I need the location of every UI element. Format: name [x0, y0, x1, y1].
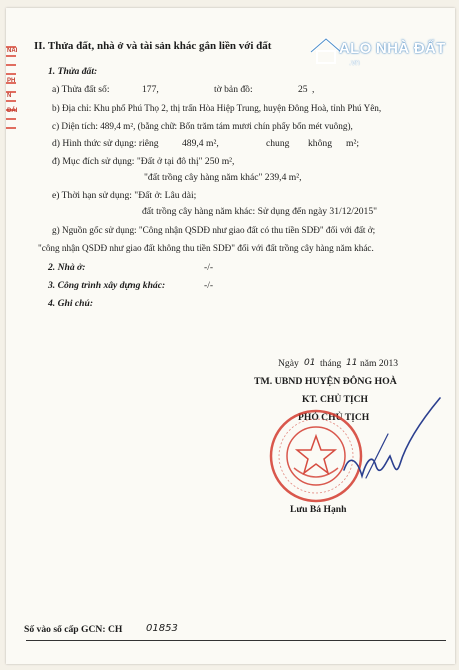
usage-common-unit: m²; — [346, 138, 360, 149]
term-line-2: đất trồng cây hàng năm khác: Sử dụng đến ngày 31/12/2015" — [142, 206, 378, 217]
usage-form-label: d) Hình thức sử dụng: riêng — [52, 138, 159, 149]
section2-value: -/- — [204, 262, 214, 273]
origin-line-1: g) Nguồn gốc sử dụng: "Công nhận QSDĐ như giao đất có thu tiền SDĐ" đối với đất ở; — [52, 225, 376, 235]
date-month: 11 — [346, 358, 358, 368]
signing-role-2: PHÓ CHỦ TỊCH — [298, 412, 370, 423]
date-month-label: tháng — [320, 358, 342, 369]
usage-common-label: chung — [266, 138, 290, 149]
watermark-brand: ALO NHÀ ĐẤT — [339, 40, 446, 57]
signer-name: Lưu Bá Hạnh — [290, 504, 347, 515]
section2-title: 2. Nhà ở: — [48, 262, 86, 273]
edge-mark: NAI — [7, 48, 18, 54]
purpose-line-1: đ) Mục đích sử dụng: "Đất ở tại đô thị" 250 m², — [52, 156, 235, 167]
usage-private-value: 489,4 m², — [182, 138, 219, 149]
purpose-line-2: "đất trồng cây hàng năm khác" 239,4 m², — [144, 172, 302, 183]
red-security-strip — [6, 46, 16, 136]
origin-line-2: "công nhận QSDĐ như giao đất không thu tiền SDĐ" đối với đất trồng cây hàng năm khác. — [38, 243, 374, 253]
area-line: c) Diện tích: 489,4 m², (bằng chữ: Bốn trăm tám mươi chín phẩy bốn mét vuông), — [52, 121, 353, 131]
date-prefix: Ngày — [278, 358, 299, 369]
house-logo-icon — [309, 36, 343, 66]
edge-mark: PH — [7, 78, 16, 84]
watermark — [309, 34, 449, 74]
certificate-page — [6, 8, 455, 664]
section-heading: II. Thửa đất, nhà ở và tài sản khác gắn liền với đất — [34, 40, 272, 52]
signature-icon — [336, 392, 448, 492]
watermark-domain: .vn — [349, 58, 360, 67]
section3-value: -/- — [204, 280, 214, 291]
edge-mark: ĐÁI — [7, 108, 18, 114]
book-entry-label: Số vào sổ cấp GCN: CH — [24, 624, 123, 635]
term-line-1: e) Thời hạn sử dụng: "Đất ở: Lâu dài; — [52, 190, 197, 201]
usage-common-value: không — [308, 138, 332, 149]
section4-title: 4. Ghi chú: — [48, 298, 94, 309]
address-line: b) Địa chỉ: Khu phố Phú Thọ 2, thị trấn Hòa Hiệp Trung, huyện Đông Hoà, tỉnh Phú Yên, — [52, 103, 382, 113]
map-sheet-tail: , — [312, 84, 315, 95]
parcel-number-value: 177, — [142, 84, 159, 95]
edge-mark: N — [7, 93, 12, 99]
section1-title: 1. Thửa đất: — [48, 66, 98, 77]
map-sheet-value: 25 — [298, 84, 308, 95]
section3-title: 3. Công trình xây dựng khác: — [48, 280, 166, 291]
divider — [26, 640, 446, 641]
map-sheet-label: tờ bản đồ: — [214, 84, 253, 95]
signing-role-1: KT. CHỦ TỊCH — [302, 394, 369, 405]
date-year: năm 2013 — [360, 358, 399, 369]
book-entry-number: 01853 — [146, 623, 178, 634]
parcel-number-label: a) Thửa đất số: — [52, 84, 110, 95]
date-day: 01 — [304, 358, 316, 368]
signing-organization: TM. UBND HUYỆN ĐÔNG HOÀ — [254, 376, 397, 387]
